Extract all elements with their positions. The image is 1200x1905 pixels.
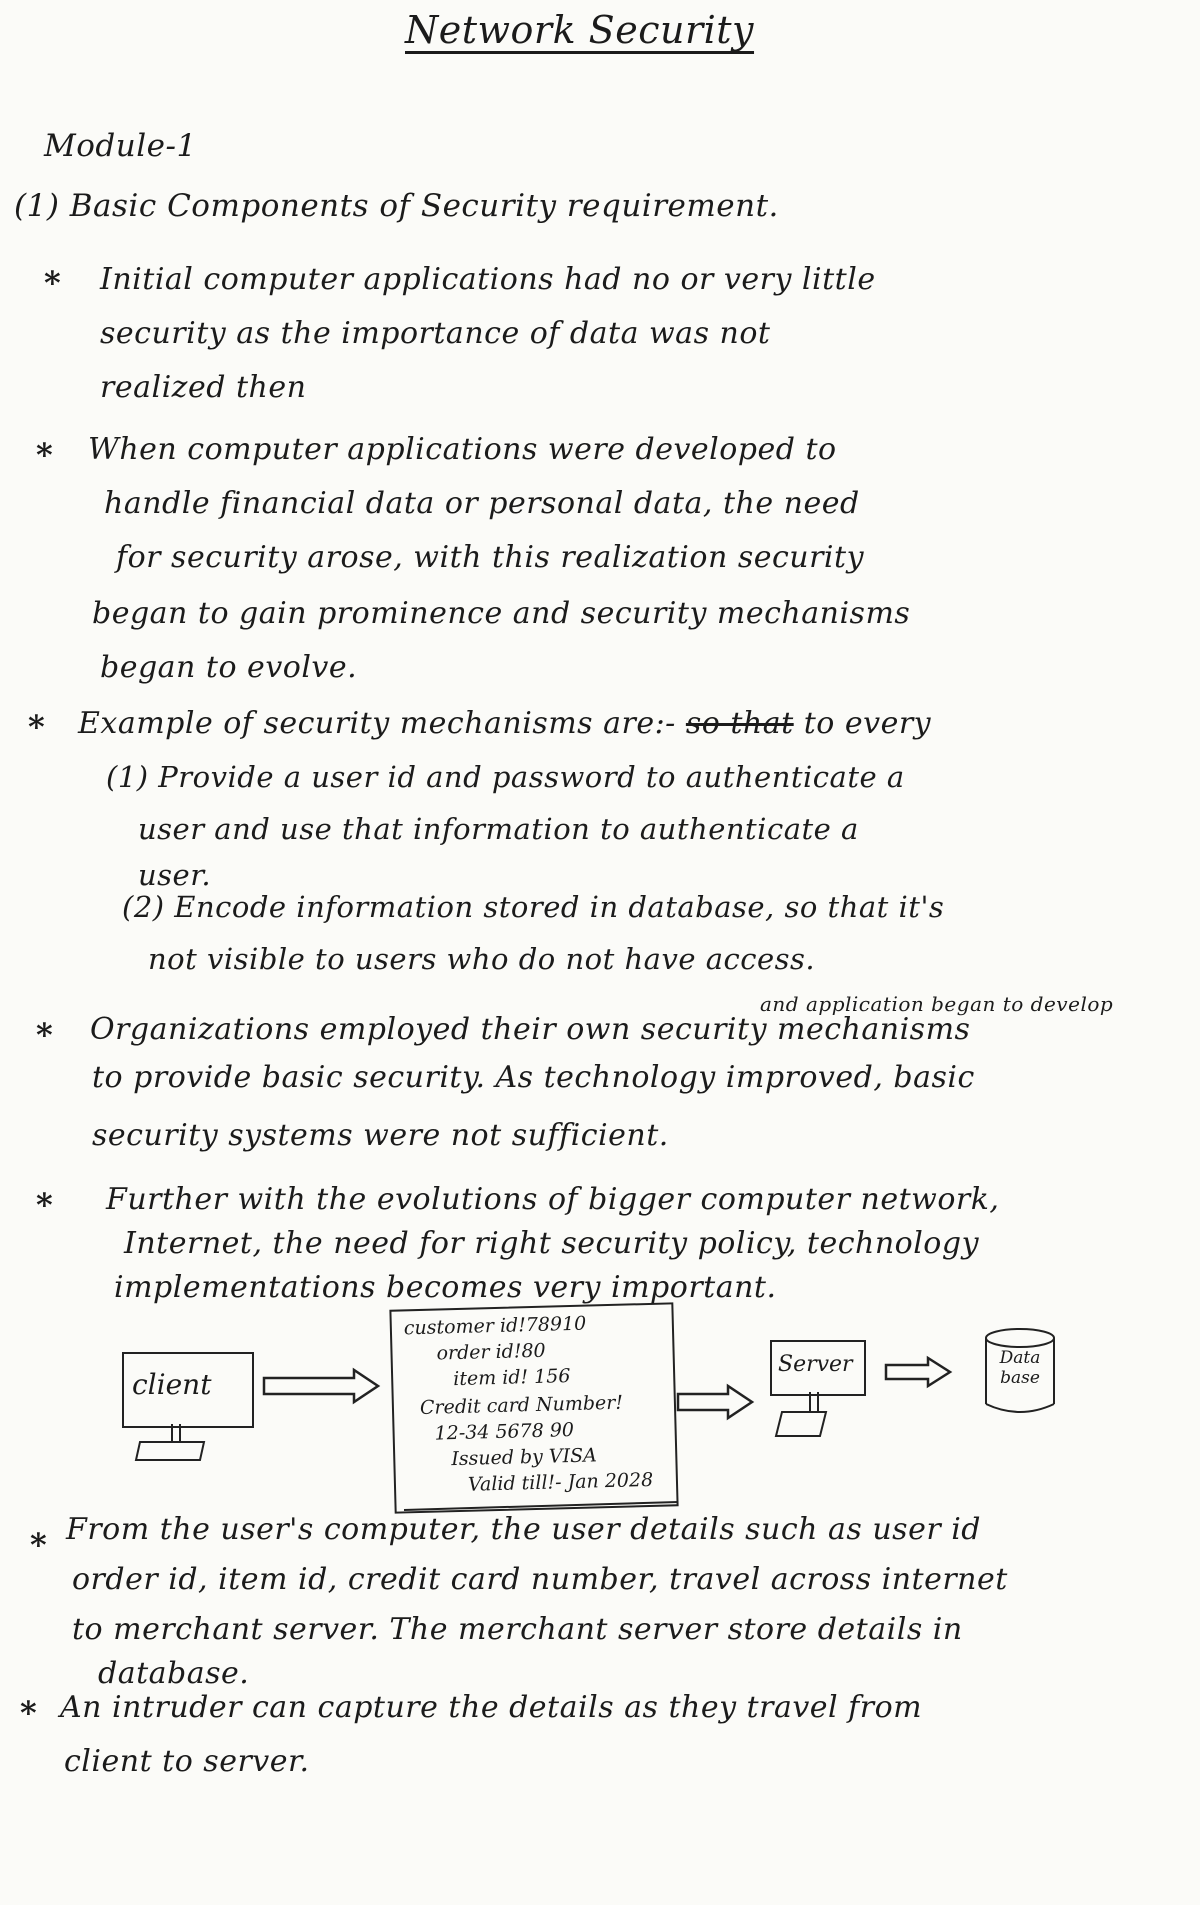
example-line: not visible to users who do not have access. — [148, 942, 816, 976]
order-details-card — [389, 1302, 678, 1513]
server-monitor — [770, 1340, 866, 1396]
text-line: to merchant server. The merchant server store details in — [72, 1612, 963, 1647]
detail-line: 12-34 5678 90 — [434, 1418, 575, 1445]
text-line: Organizations employed their own security mechanisms — [90, 1012, 971, 1047]
text-line: client to server. — [64, 1744, 310, 1779]
text-line: Further with the evolutions of bigger computer network, — [106, 1182, 1000, 1217]
page-title: Network Security — [405, 8, 755, 52]
database-label: Data base — [999, 1348, 1041, 1388]
example-line: user. — [138, 858, 212, 892]
bullet-mark: * — [36, 1186, 53, 1224]
client-stand — [130, 1424, 210, 1464]
example-line: (2) Encode information stored in database, so that it's — [122, 890, 945, 924]
text-line: to provide basic security. As technology improved, basic — [92, 1060, 975, 1095]
detail-line: Valid till!- Jan 2028 — [467, 1468, 654, 1496]
text-line: Initial computer applications had no or very little — [100, 262, 876, 297]
bullet-mark: * — [36, 1016, 53, 1054]
detail-line: customer id!78910 — [403, 1312, 587, 1340]
text-line: security systems were not sufficient. — [92, 1118, 669, 1153]
detail-line: order id!80 — [436, 1339, 546, 1365]
example-line: user and use that information to authenticate a — [138, 812, 859, 846]
client-monitor — [122, 1352, 254, 1428]
detail-line: Issued by VISA — [451, 1444, 598, 1471]
text-line: order id, item id, credit card number, travel across internet — [72, 1562, 1008, 1597]
arrow-icon — [884, 1356, 954, 1388]
text-line: From the user's computer, the user details such as user id — [66, 1512, 981, 1547]
text-line: realized then — [100, 370, 307, 405]
text-line: handle financial data or personal data, the need — [104, 486, 860, 521]
bullet-mark: * — [36, 436, 53, 474]
text-line: began to gain prominence and security mechanisms — [92, 596, 911, 631]
struck-text: so that — [685, 706, 794, 741]
text-line: An intruder can capture the details as they travel from — [60, 1690, 923, 1725]
server-label: Server — [778, 1352, 853, 1377]
text-line: for security arose, with this realization security — [116, 540, 865, 575]
bullet-mark: * — [44, 264, 61, 302]
text-line: began to evolve. — [100, 650, 358, 685]
text-line: When computer applications were developed to — [88, 432, 837, 467]
bullet-mark: * — [28, 708, 45, 746]
detail-line: item id! 156 — [452, 1365, 571, 1391]
module-label: Module-1 — [44, 128, 197, 164]
client-label: client — [132, 1368, 212, 1401]
arrow-icon — [676, 1384, 756, 1420]
example-line: (1) Provide a user id and password to authenticate a — [106, 760, 905, 794]
section-heading: (1) Basic Components of Security requirement. — [14, 188, 779, 224]
text-line: Internet, the need for right security policy, technology — [124, 1226, 980, 1261]
example-intro: Example of security mechanisms are:- so that to every — [78, 706, 932, 741]
text-line: implementations becomes very important. — [114, 1270, 777, 1305]
text-line: security as the importance of data was not — [100, 316, 771, 351]
bullet-mark: * — [30, 1526, 47, 1564]
server-stand — [772, 1392, 852, 1442]
detail-line: Credit card Number! — [419, 1391, 624, 1419]
inserted-text: and application began to develop — [760, 992, 1114, 1016]
text-line: database. — [98, 1656, 250, 1691]
bullet-mark: * — [20, 1694, 37, 1732]
arrow-icon — [262, 1368, 382, 1404]
